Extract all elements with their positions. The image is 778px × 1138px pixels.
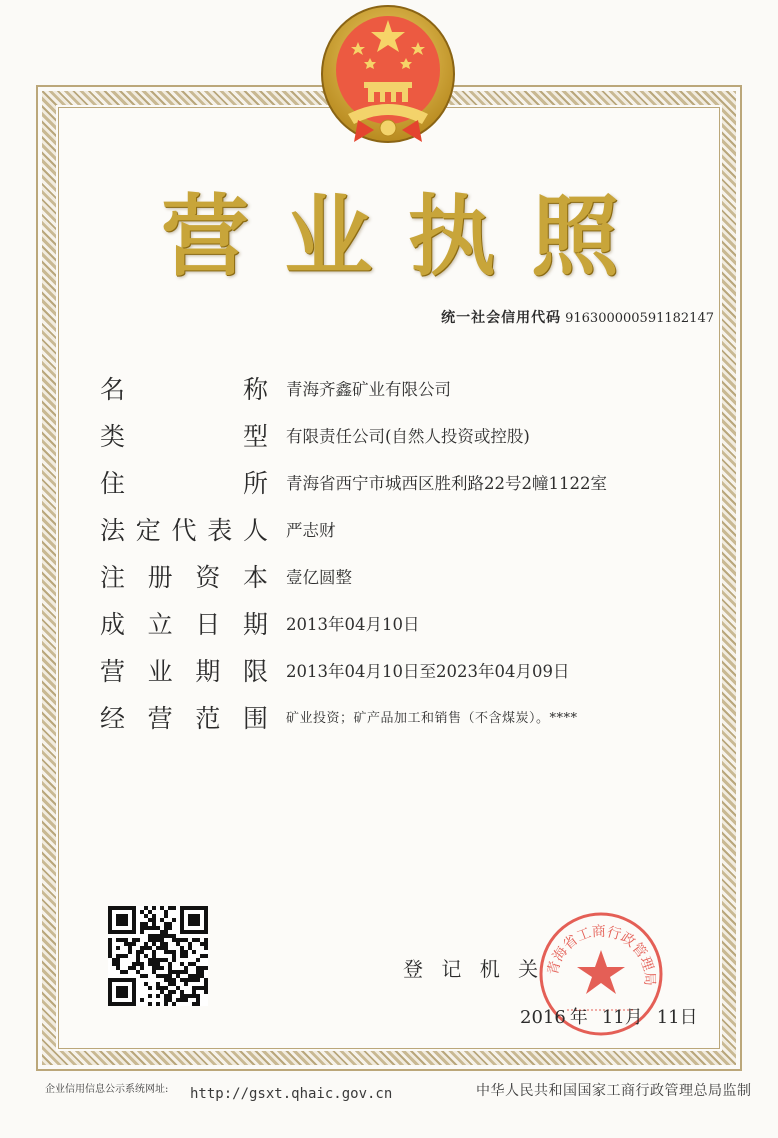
- date-day-unit: 日: [679, 1007, 698, 1028]
- label-char: 型: [242, 421, 268, 451]
- label-char: 成: [100, 609, 126, 639]
- date-day: 11: [656, 1007, 680, 1028]
- field-label: [100, 699, 268, 735]
- label-char: 册: [147, 562, 173, 592]
- footer-supervisor: 中华人民共和国国家工商行政管理总局监制: [476, 1083, 752, 1099]
- credit-code-label: 统一社会信用代码: [441, 310, 562, 326]
- footer-url-label: 企业信用信息公示系统网址:: [45, 1084, 169, 1095]
- field-value: 2013年04月10日至2023年04月09日: [286, 661, 570, 681]
- field-row-name: [100, 364, 700, 411]
- field-value: 2013年04月10日: [286, 614, 420, 634]
- field-value: 壹亿圆整: [286, 567, 352, 587]
- field-row-legal-rep: [100, 505, 700, 552]
- field-value: 严志财: [286, 520, 336, 540]
- field-row-established: [100, 599, 700, 646]
- credit-code-value: 916300000591182147: [565, 311, 714, 326]
- qr-code-icon[interactable]: [108, 906, 208, 1006]
- label-char: 称: [242, 374, 268, 404]
- field-row-scope: [100, 693, 700, 740]
- label-char: 期: [195, 656, 221, 686]
- registration-date: [520, 1003, 698, 1029]
- title-char: 照: [530, 185, 619, 288]
- label-char: 期: [242, 609, 268, 639]
- title-char: 营: [160, 185, 249, 288]
- label-char: 营: [147, 703, 173, 733]
- date-month: 11: [601, 1007, 625, 1028]
- field-label: [100, 417, 268, 453]
- field-label: [100, 558, 268, 594]
- title-char: 业: [284, 185, 373, 288]
- label-char: 代: [171, 515, 197, 545]
- field-row-term: [100, 646, 700, 693]
- seal-text-path: 青海省工商行政管理局: [545, 923, 658, 987]
- label-char: 注: [100, 562, 126, 592]
- label-char: 日: [195, 609, 221, 639]
- field-row-capital: [100, 552, 700, 599]
- field-label: [100, 511, 268, 547]
- field-value: 有限责任公司(自然人投资或控股): [286, 426, 530, 446]
- footer-url-link[interactable]: http://gsxt.qhaic.gov.cn: [190, 1086, 393, 1102]
- national-emblem-icon: [318, 2, 458, 152]
- document-title: [150, 170, 630, 290]
- label-char: 围: [242, 703, 268, 733]
- label-char: 名: [100, 374, 126, 404]
- label-char: 所: [242, 468, 268, 498]
- label-char: 营: [100, 656, 126, 686]
- label-char: 定: [135, 515, 161, 545]
- field-row-type: [100, 411, 700, 458]
- title-char: 执: [407, 185, 496, 288]
- label-char: 表: [207, 515, 233, 545]
- field-label: [100, 605, 268, 641]
- field-label: [100, 370, 268, 406]
- label-char: 法: [100, 515, 126, 545]
- field-value: 青海省西宁市城西区胜利路22号2幢1122室: [286, 473, 607, 493]
- field-label: [100, 652, 268, 688]
- field-value: 青海齐鑫矿业有限公司: [286, 379, 451, 399]
- label-char: 经: [100, 703, 126, 733]
- label-char: 资: [195, 562, 221, 592]
- label-char: 住: [100, 468, 126, 498]
- field-label: [100, 464, 268, 500]
- label-char: 立: [147, 609, 173, 639]
- date-year: 2016: [520, 1007, 566, 1028]
- label-char: 范: [195, 703, 221, 733]
- field-row-address: [100, 458, 700, 505]
- label-char: 限: [242, 656, 268, 686]
- label-char: 人: [242, 515, 268, 545]
- field-value: 矿业投资；矿产品加工和销售（不含煤炭）。****: [286, 711, 578, 726]
- label-char: 本: [242, 562, 268, 592]
- date-month-unit: 月: [624, 1007, 643, 1028]
- credit-code: [441, 307, 714, 327]
- registration-authority-label: 登 记 机 关: [403, 957, 545, 981]
- label-char: 类: [100, 421, 126, 451]
- license-fields: [100, 364, 700, 740]
- date-year-unit: 年: [569, 1007, 588, 1028]
- label-char: 业: [147, 656, 173, 686]
